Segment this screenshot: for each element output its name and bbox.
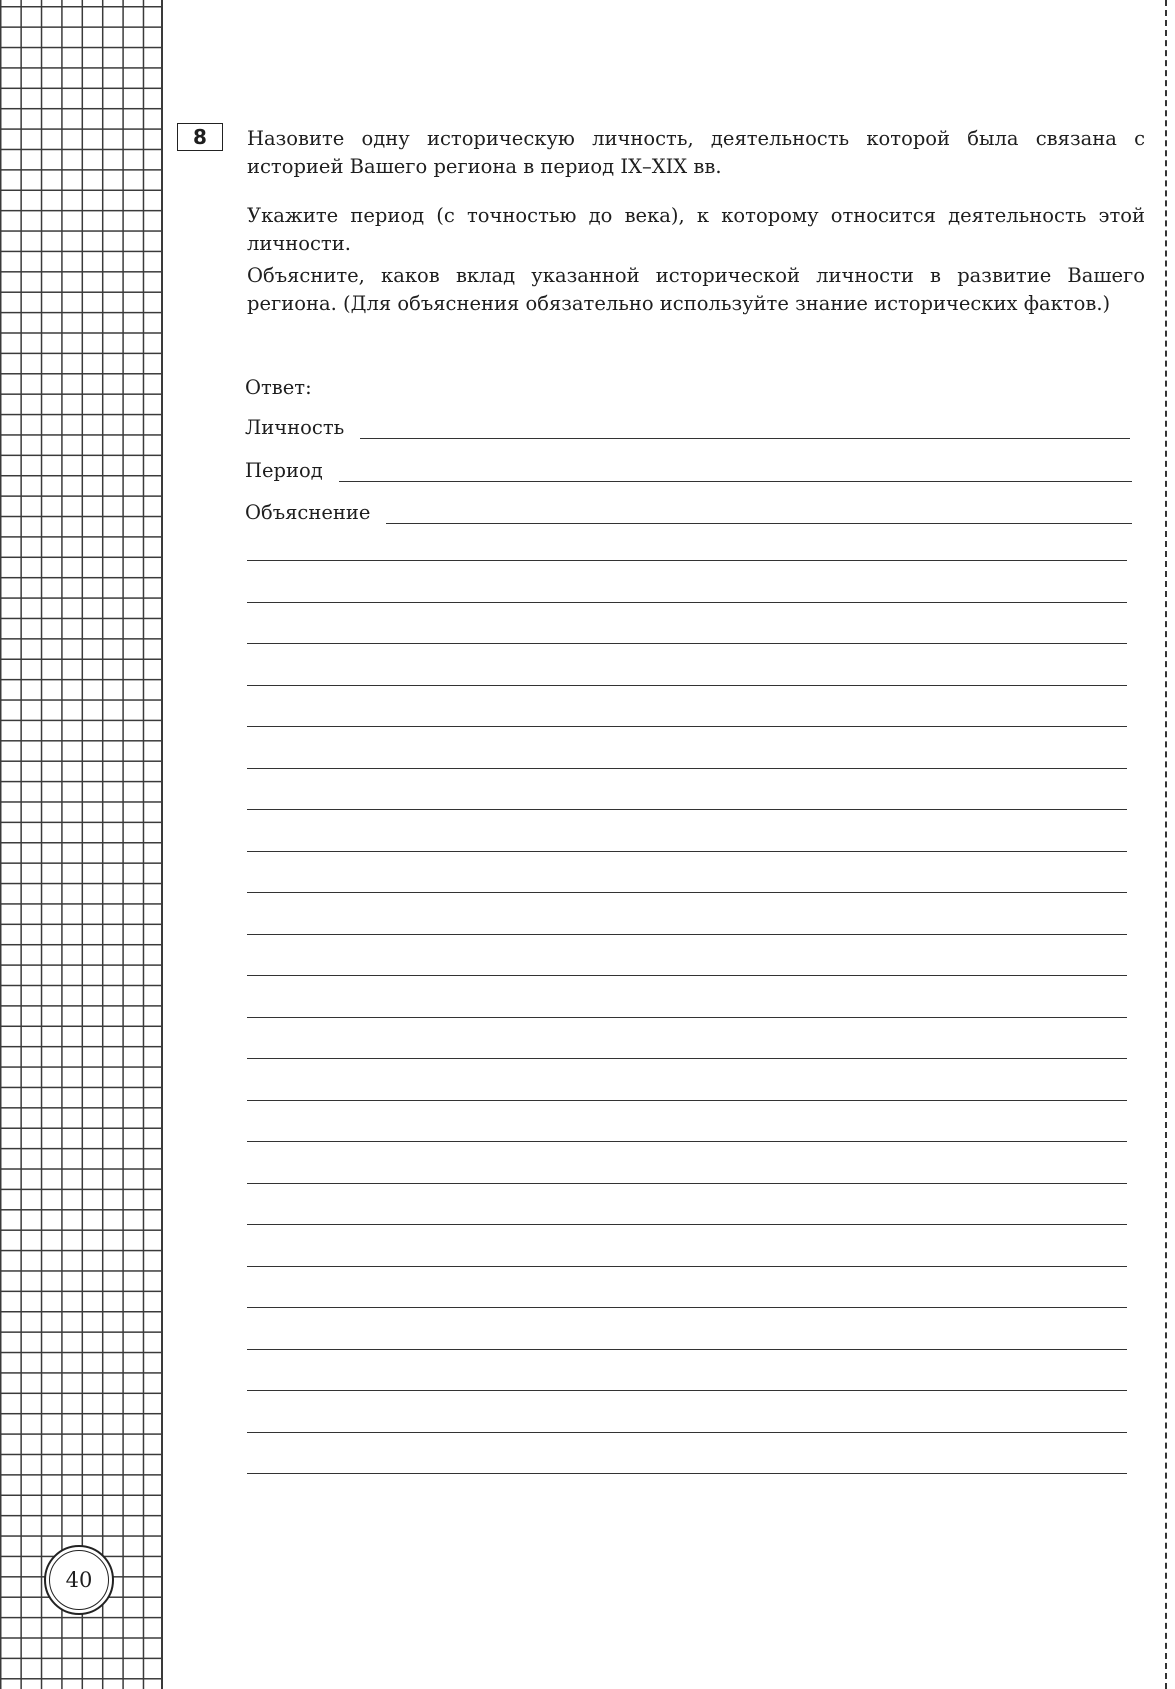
task-paragraph-2: Укажите период (с точностью до века), к которому относится деятельность этой личности. (247, 204, 1145, 255)
explanation-label: Объяснение (245, 501, 371, 524)
writing-line[interactable] (247, 726, 1127, 727)
answer-label: Ответ: (245, 376, 312, 399)
writing-line[interactable] (247, 1017, 1127, 1018)
writing-line[interactable] (247, 1141, 1127, 1142)
task-paragraph-1: Назовите одну историческую личность, деятельность которой была связана с историей Вашего региона в период IX–XIX вв. (247, 127, 1145, 178)
writing-line[interactable] (247, 1349, 1127, 1350)
writing-line[interactable] (247, 975, 1127, 976)
writing-line[interactable] (247, 1307, 1127, 1308)
page-number: 40 (49, 1550, 109, 1610)
page-number-badge (44, 1545, 114, 1615)
period-label: Период (245, 459, 323, 482)
grid-margin (0, 0, 163, 1689)
writing-line[interactable] (247, 1058, 1127, 1059)
person-answer-line[interactable] (360, 438, 1130, 439)
writing-line[interactable] (247, 1473, 1127, 1474)
writing-line[interactable] (247, 1224, 1127, 1225)
writing-line[interactable] (247, 851, 1127, 852)
cut-line (1165, 0, 1167, 1689)
explanation-field[interactable] (245, 499, 1132, 527)
task-number: 8 (177, 123, 223, 151)
writing-line[interactable] (247, 1183, 1127, 1184)
explanation-writing-area[interactable] (247, 560, 1127, 1515)
person-field[interactable] (245, 414, 1130, 442)
writing-line[interactable] (247, 1390, 1127, 1391)
writing-line[interactable] (247, 1266, 1127, 1267)
writing-line[interactable] (247, 1432, 1127, 1433)
writing-line[interactable] (247, 768, 1127, 769)
writing-line[interactable] (247, 892, 1127, 893)
writing-line[interactable] (247, 602, 1127, 603)
writing-line[interactable] (247, 934, 1127, 935)
writing-line[interactable] (247, 643, 1127, 644)
writing-line[interactable] (247, 809, 1127, 810)
person-label: Личность (245, 416, 345, 439)
task-paragraph-3: Объясните, каков вклад указанной исторической личности в развитие Вашего региона. (Для объяснения обязательно используйте знание исторических фактов.) (247, 264, 1145, 315)
period-field[interactable] (245, 457, 1132, 485)
writing-line[interactable] (247, 685, 1127, 686)
writing-line[interactable] (247, 560, 1127, 561)
explanation-answer-line[interactable] (386, 523, 1132, 524)
writing-line[interactable] (247, 1100, 1127, 1101)
period-answer-line[interactable] (339, 481, 1132, 482)
